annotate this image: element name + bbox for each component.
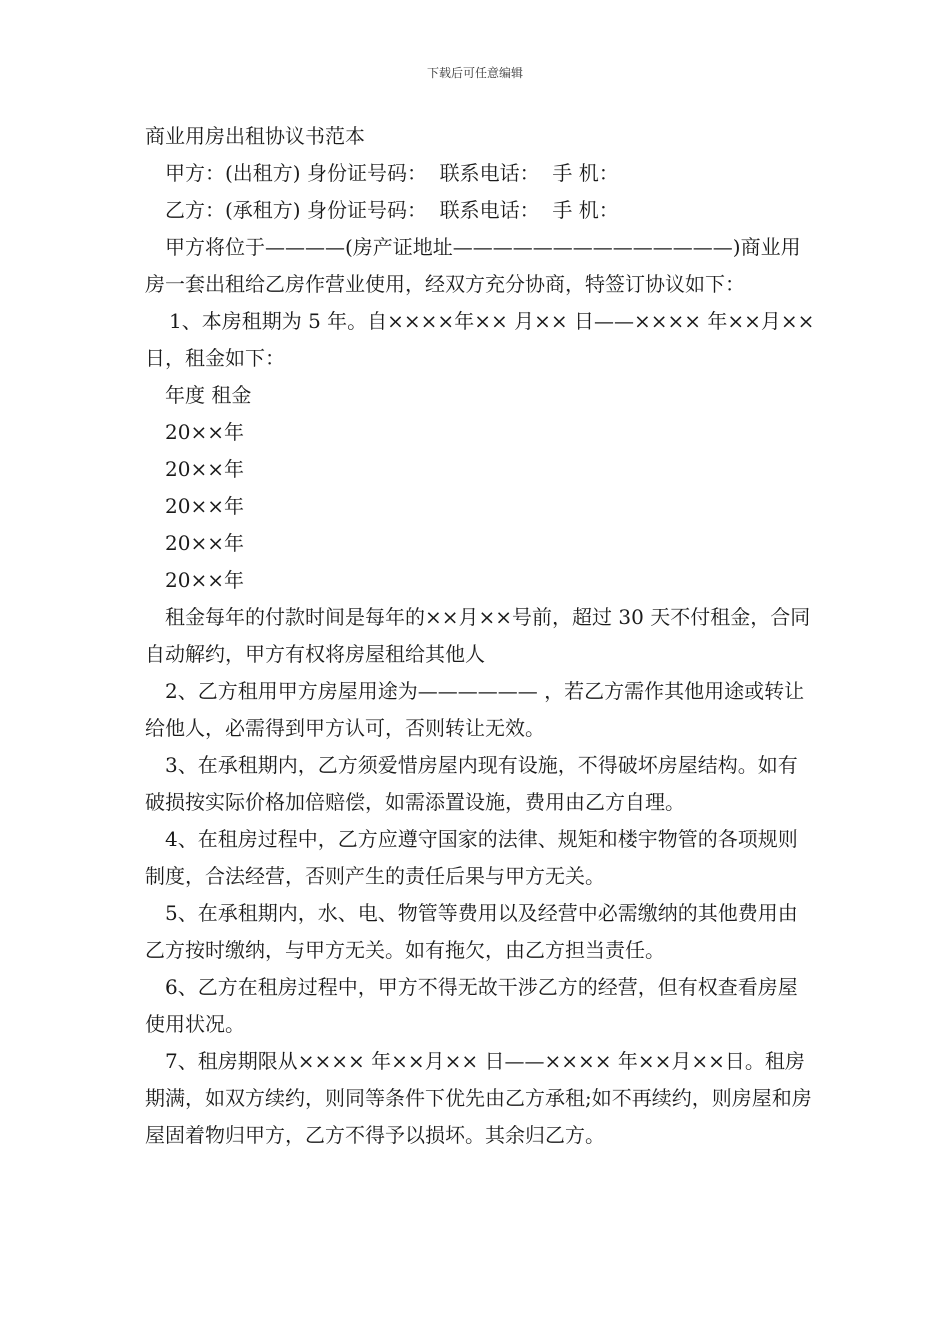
clause-1: 1、本房租期为 5 年。自××××年×× 月×× 日——×××× 年××月××日，租金如下： bbox=[145, 309, 815, 370]
rent-year-row: 20××年 bbox=[165, 457, 244, 481]
clause-3: 3、在承租期内，乙方须爱惜房屋内现有设施，不得破坏房屋结构。如有破损按实际价格加倍赔偿，如需添置设施，费用由乙方自理。 bbox=[145, 753, 798, 814]
party-a-line: 甲方：(出租方) 身份证号码： 联系电话： 手 机： bbox=[165, 161, 619, 185]
clause-6: 6、乙方在租房过程中，甲方不得无故干涉乙方的经营，但有权查看房屋使用状况。 bbox=[145, 975, 798, 1036]
intro-paragraph: 甲方将位于————(房产证地址——————————————)商业用房一套出租给乙房作营业使用，经双方充分协商，特签订协议如下： bbox=[145, 235, 801, 296]
rent-table-header: 年度 租金 bbox=[165, 383, 252, 407]
clause-2: 2、乙方租用甲方房屋用途为—————— ，若乙方需作其他用途或转让给他人，必需得到甲方认可，否则转让无效。 bbox=[145, 679, 805, 740]
rent-year-row: 20××年 bbox=[165, 531, 244, 555]
clause-7: 7、租房期限从×××× 年××月×× 日——×××× 年××月××日。租房期满，如双方续约，则同等条件下优先由乙方承租;如不再续约，则房屋和房屋固着物归甲方，乙方不得予以损坏。其余归乙方。 bbox=[145, 1049, 812, 1147]
payment-terms-paragraph: 租金每年的付款时间是每年的××月××号前，超过 30 天不付租金，合同自动解约，甲方有权将房屋租给其他人 bbox=[145, 605, 811, 666]
party-b-line: 乙方：(承租方) 身份证号码： 联系电话： 手 机： bbox=[165, 198, 619, 222]
page-header-note: 下载后可任意编辑 bbox=[426, 66, 523, 80]
rent-year-row: 20××年 bbox=[165, 568, 244, 592]
rent-year-row: 20××年 bbox=[165, 494, 244, 518]
rent-year-row: 20××年 bbox=[165, 420, 244, 444]
clause-4: 4、在租房过程中，乙方应遵守国家的法律、规矩和楼宇物管的各项规则制度，合法经营，否则产生的责任后果与甲方无关。 bbox=[145, 827, 798, 888]
document-body bbox=[145, 118, 815, 1154]
document-title: 商业用房出租协议书范本 bbox=[145, 124, 365, 148]
clause-5: 5、在承租期内，水、电、物管等费用以及经营中必需缴纳的其他费用由乙方按时缴纳，与甲方无关。如有拖欠，由乙方担当责任。 bbox=[145, 901, 798, 962]
